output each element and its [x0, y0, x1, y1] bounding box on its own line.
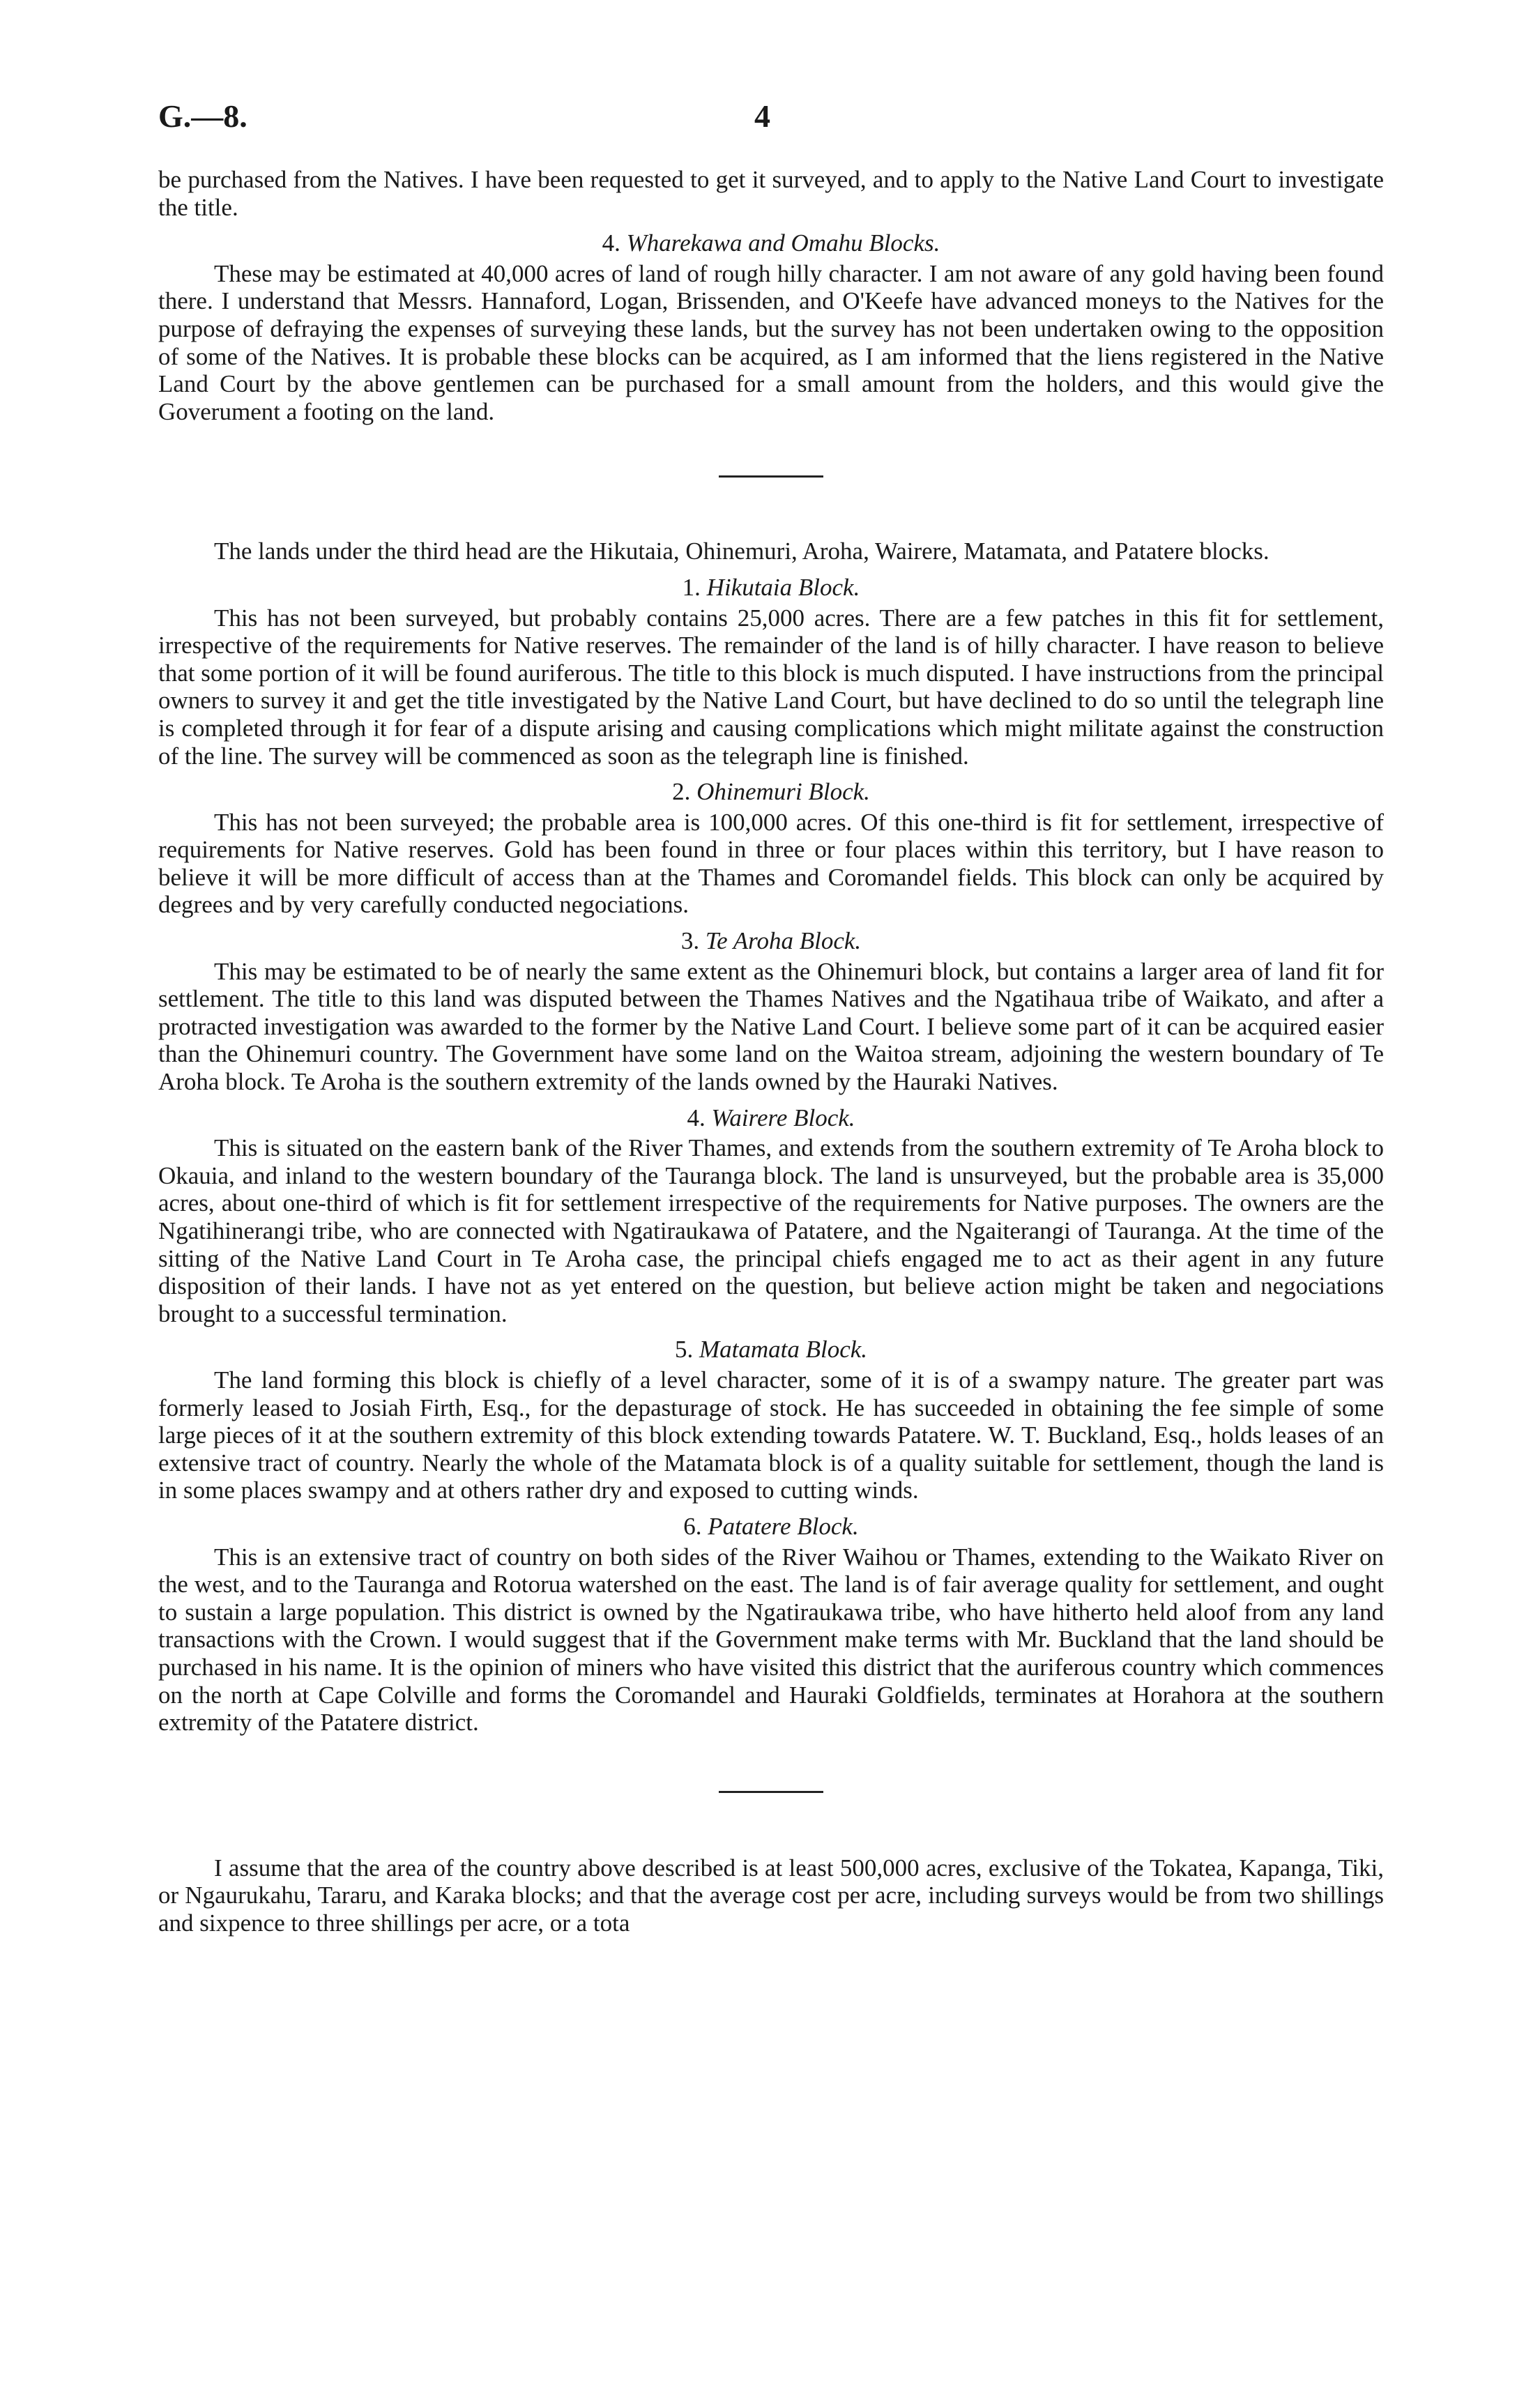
- paragraph-te-aroha: This may be estimated to be of nearly the same extent as the Ohinemuri block, but contains a larger area of land fit for settlement. The title to this land was disputed between the Thames Natives and the Ngatihaua tribe of Waikato, and after a protracted investigation was awarded to the former by the Native Land Court. I believe some part of it can be acquired easier than the Ohinemuri country. The Government have some land on the Waitoa stream, adjoining the western boundary of Te Aroha block. Te Aroha is the southern extremity of the lands owned by the Hauraki Natives.: [158, 957, 1384, 1096]
- page-number: 4: [754, 98, 770, 134]
- section-number: 5.: [674, 1336, 694, 1364]
- section-number: 4.: [602, 229, 620, 257]
- body-text: [158, 166, 1384, 1937]
- closing-paragraph: I assume that the area of the country above described is at least 500,000 acres, exclusive of the Tokatea, Kapanga, Tiki, or Ngaurukahu, Tararu, and Karaka blocks; and that the average cost per acre, including surveys would be from two shillings and sixpence to three shillings per acre, or a tota: [158, 1854, 1384, 1937]
- document-reference: G.—8.: [158, 98, 247, 134]
- paragraph-wharekawa: These may be estimated at 40,000 acres of land of rough hilly character. I am not aware of any gold having been found there. I understand that Messrs. Hannaford, Logan, Brissenden, and O'Keefe have advanced moneys to the Natives for the purpose of defraying the expenses of surveying these lands, but the survey has not been undertaken owing to the opposition of some of the Natives. It is probable these blocks can be acquired, as I am informed that the liens registered in the Native Land Court by the above gentlemen can be purchased for a small amount from the holders, and this would give the Goverument a footing on the land.: [158, 259, 1384, 425]
- section-number: 4.: [687, 1104, 706, 1131]
- section-number: 3.: [680, 927, 700, 955]
- section-title: Patatere Block.: [708, 1512, 859, 1540]
- section-number: 6.: [683, 1512, 702, 1540]
- section-title: Ohinemuri Block.: [696, 778, 870, 806]
- section-title: Te Aroha Block.: [705, 927, 862, 955]
- section-heading-wairere: [158, 1104, 1384, 1132]
- paragraph-ohinemuri: This has not been surveyed; the probable area is 100,000 acres. Of this one-third is fit for settlement, irrespective of requirements for Native reserves. Gold has been found in three or four places within this territory, but I have reason to believe it will be more difficult of access than at the Thames and Coromandel fields. This block can only be acquired by degrees and by very carefully conducted negociations.: [158, 808, 1384, 919]
- section-heading-ohinemuri: [158, 778, 1384, 806]
- section-title: Matamata Block.: [699, 1336, 868, 1364]
- section-title: Hikutaia Block.: [706, 573, 860, 601]
- section-title: Wharekawa and Omahu Blocks.: [626, 229, 940, 257]
- section-divider: [719, 475, 823, 478]
- opening-paragraph: be purchased from the Natives. I have been requested to get it surveyed, and to apply to the Native Land Court to investigate the title.: [158, 166, 1384, 221]
- paragraph-wairere: This is situated on the eastern bank of the River Thames, and extends from the southern extremity of Te Aroha block to Okauia, and inland to the western boundary of the Tauranga block. The land is unsurveyed, but the probable area is 35,000 acres, about one-third of which is fit for settlement irrespective of the requirements for Native purposes. The owners are the Ngatihinerangi tribe, who are connected with Ngatiraukawa of Patatere, and the Ngaiterangi of Tauranga. At the time of the sitting of the Native Land Court in Te Aroha case, the principal chiefs engaged me to act as their agent in any future disposition of their lands. I have not as yet entered on the question, but believe action might be taken and negociations brought to a successful termination.: [158, 1134, 1384, 1327]
- section-divider: [719, 1791, 823, 1793]
- running-head: [158, 98, 1382, 139]
- section-number: 2.: [672, 778, 691, 806]
- section-heading-matamata: [158, 1336, 1384, 1364]
- section-heading-te-aroha: [158, 927, 1384, 955]
- paragraph-patatere: This is an extensive tract of country on both sides of the River Waihou or Thames, extending to the Waikato River on the west, and to the Tauranga and Rotorua watershed on the east. The land is of fair average quality for settlement, and ought to sustain a large population. This district is owned by the Ngatiraukawa tribe, who have hitherto held aloof from any land transactions with the Crown. I would suggest that if the Government make terms with Mr. Buckland that the land should be purchased in his name. It is the opinion of miners who have visited this district that the auriferous country which commences on the north at Cape Colville and forms the Coromandel and Hauraki Goldfields, terminates at Horahora at the southern extremity of the Patatere district.: [158, 1543, 1384, 1737]
- third-head-intro: The lands under the third head are the Hikutaia, Ohinemuri, Aroha, Wairere, Matamata, and Patatere blocks.: [214, 537, 1270, 565]
- section-heading-wharekawa: [158, 229, 1384, 257]
- section-heading-patatere: [158, 1513, 1384, 1541]
- section-heading-hikutaia: [158, 574, 1384, 602]
- paragraph-matamata: The land forming this block is chiefly of a level character, some of it is of a swampy nature. The greater part was formerly leased to Josiah Firth, Esq., for the depasturage of stock. He has succeeded in obtaining the fee simple of some large pieces of it at the southern extremity of this block extending towards Patatere. W. T. Buckland, Esq., holds leases of an extensive tract of country. Nearly the whole of the Matamata block is of a quality suitable for settlement, though the land is in some places swampy and at others rather dry and exposed to cutting winds.: [158, 1366, 1384, 1504]
- section-title: Wairere Block.: [711, 1104, 855, 1131]
- paragraph-hikutaia: This has not been surveyed, but probably contains 25,000 acres. There are a few patches in this fit for settlement, irrespective of the requirements for Native reserves. The remainder of the land is of hilly character. I have reason to believe that some portion of it will be found auriferous. The title to this block is much disputed. I have instructions from the principal owners to survey it and get the title investigated by the Native Land Court, but have declined to do so until the telegraph line is completed through it for fear of a dispute arising and causing complications which might militate against the construction of the line. The survey will be commenced as soon as the telegraph line is finished.: [158, 604, 1384, 770]
- section-number: 1.: [682, 573, 701, 601]
